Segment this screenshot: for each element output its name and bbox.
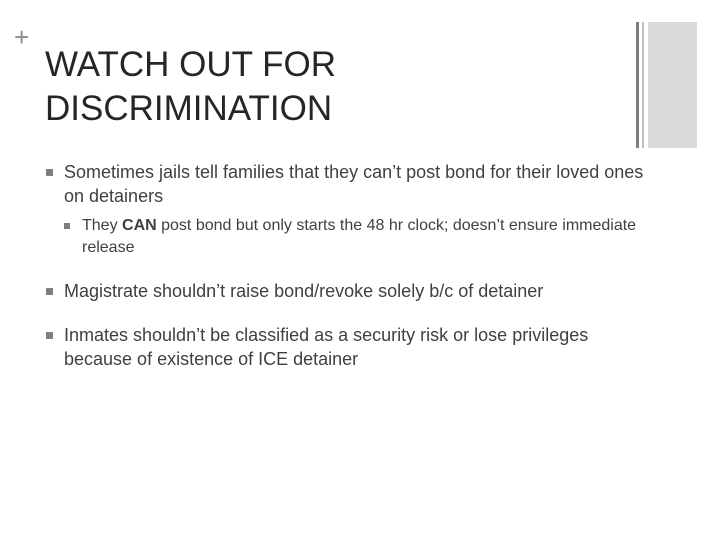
slide-body <box>44 160 644 371</box>
sub-bullet-emphasis: CAN <box>122 217 157 234</box>
decorative-bar-dark <box>636 22 639 148</box>
bullet-item <box>44 323 644 371</box>
sub-bullet-text-post: post bond but only starts the 48 hr clock; doesn’t ensure immediate release <box>82 217 637 256</box>
title-line-1: WATCH OUT FOR <box>45 45 336 84</box>
decorative-block <box>648 22 697 148</box>
bullet-square-icon <box>64 223 70 229</box>
sub-bullet-item <box>62 215 644 259</box>
decorative-bar-light <box>642 22 644 148</box>
bullet-text: Inmates shouldn’t be classified as a security risk or lose privileges because of existence of ICE detainer <box>64 325 589 369</box>
bullet-square-icon <box>46 332 53 339</box>
bullet-text: Magistrate shouldn’t raise bond/revoke solely b/c of detainer <box>64 281 544 301</box>
plus-icon: + <box>14 22 30 52</box>
slide-title <box>45 43 605 131</box>
bullet-square-icon <box>46 288 53 295</box>
bullet-text: Sometimes jails tell families that they can’t post bond for their loved ones on detainers <box>64 162 644 206</box>
bullet-item <box>44 160 644 208</box>
bullet-item <box>44 279 644 303</box>
sub-bullet-text-pre: They <box>82 217 123 234</box>
bullet-square-icon <box>46 169 53 176</box>
title-line-2: DISCRIMINATION <box>45 89 333 128</box>
